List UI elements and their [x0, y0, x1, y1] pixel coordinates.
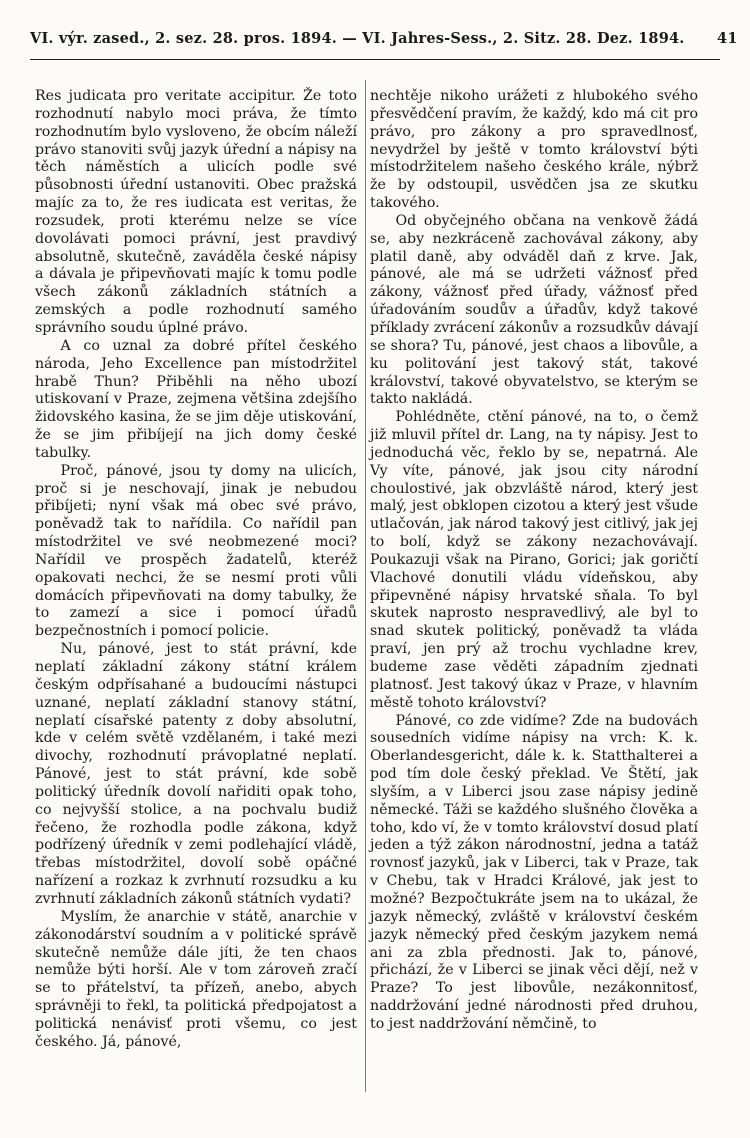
paragraph: Nu, pánové, jest to stát právní, kde neplatí základní zákony státní králem českým odpřísahané a budoucími nástupci uznané, neplatí základní stanovy státní, neplatí císařské patenty z doby absolutní, kde v celém světě vzdělaném, i také mezi divochy, rozhodnutí právoplatné neplatí. Pánové, jest to stát právní, kde sobě politický úředník dovolí nařiditi opak toho, co nejvyšší stolice, a na pochvalu budiž řečeno, že rozhodla podle zákona, když podřízený úředník v zemi podlehající vládě, třebas místodržitel, dovolí sobě opáčné nařízení a rozkaz k zvrhnutí rozsudku a ku zvrhnutí základních zákonů státních vydati?	[35, 641, 357, 907]
column-separator	[365, 80, 366, 1092]
header-rule	[30, 59, 720, 60]
page-number: 41	[717, 30, 738, 47]
paragraph: Myslím, že anarchie v státě, anarchie v zákonodárství soudním a v politické správě skutečně nemůže dále jíti, že ten chaos nemůže býti horší. Ale v tom zároveň zračí se to přátelství, ta přízeň, anebo, abych správněji to řekl, ta politická předpojatost a politická nenávisť proti všemu, co jest českého. Já, pánové,	[35, 908, 357, 1050]
paragraph: Res judicata pro veritate accipitur. Že toto rozhodnutí nabylo moci práva, že tímto rozhodnutím bylo vysloveno, že obcím náleží právo stanoviti svůj jazyk úřední a nápisy na těch náměstích a ulicích podle své působnosti úřední ustanoviti. Obec pražská majíc za to, že res iudicata est veritas, že rozsudek, proti kterému nelze se více dovolávati pomoci právní, jest pravdivý absolutně, skutečně, zaváděla české nápisy a dávala je připevňovati majíc k tomu podle všech zákonů základních státních a zemských a podle rozhodnutí samého správního soudu úplné právo.	[35, 88, 357, 336]
right-column	[370, 88, 698, 1034]
paragraph: nechtěje nikoho urážeti z hlubokého svého přesvědčení pravím, že každý, kdo má cit pro právo, pro zákony a pro spravedlnosť, nevydržel by ještě v tomto království býti místodržitelem našeho českého krále, nýbrž že by odstoupil, usvědčen jsa ze skutku takového.	[370, 88, 698, 212]
paragraph: Pohlédněte, ctění pánové, na to, o čemž již mluvil přítel dr. Lang, na ty nápisy. Jest to jednoduchá věc, řeklo by se, nepatrná. Ale Vy víte, pánové, jak jsou city národní choulostivé, jak obzvláště národ, který jest malý, jest obklopen cizotou a který jest všude utlačován, jak národ takový jest citlivý, jak jej to bolí, když se zákony nezachovávají. Poukazuji však na Pirano, Gorici; jak goričtí Vlachové donutili vládu vídeňskou, aby připevněné nápisy hrvatské sňala. To byl skutek naprosto nespravedlivý, ale byl to snad skutek politický, poněvadž ta vláda praví, jen prý až trochu vychladne krev, budeme zase věděti západním zjednati platnosť. Jest takový úkaz v Praze, v hlavním městě tohoto království?	[370, 409, 698, 711]
page-header	[30, 30, 738, 54]
paragraph: Od obyčejného občana na venkově žádá se, aby nezkráceně zachovával zákony, aby platil daně, aby odváděl daň z krve. Jak, pánové, ale má se udržeti vážnosť před zákony, vážnosť před úřady, vážnosť před úřadováním soudův a úřadův, když takové příklady zvrácení zákonův a rozsudkův dávají se shora? Tu, pánové, jest chaos a libovůle, a ku politování jest takový stát, takové království, takové obyvatelstvo, se kterým se takto nakládá.	[370, 212, 698, 408]
header-text: VI. výr. zased., 2. sez. 28. pros. 1894. — VI. Jahres-Sess., 2. Sitz. 28. Dez. 1894.	[30, 30, 685, 47]
paragraph: Pánové, co zde vidíme? Zde na budovách sousedních vidíme nápisy na vrch: K. k. Oberlandesgericht, dále k. k. Statthalterei a pod tím dole český překlad. Ve Štětí, jak slyším, a v Liberci jsou zase nápisy jedině německé. Táži se každého slušného člověka a toho, kdo ví, že v tomto království dosud platí jeden a týž zákon národnostní, jedna a tatáž rovnosť jazyků, jak v Liberci, tak v Praze, tak v Chebu, tak v Hradci Králové, jak jest to možné? Bezpočtukráte jsem na to ukázal, že jazyk německý, zvláště v království českém jazyk německý před českým jazykem nemá ani za zbla přednosti. Jak to, pánové, přichází, že v Liberci se jinak věci dějí, než v Praze? To jest libovůle, nezákonnitosť, naddržování jedné národnosti před druhou, to jest naddržování němčině, to	[370, 712, 698, 1032]
paragraph: Proč, pánové, jsou ty domy na ulicích, proč si je neschovají, jinak je nebudou přibíjeti; nyní však má obec své právo, poněvadž tak to nařídila. Co nařídil pan místodržitel ve své neobmezené moci? Nařídil ve prospěch žadatelů, kteréž opakovati nechci, že se nesmí proti vůli domácích připevňovati na domy tabulky, že to zamezí a sice i pomocí úřadů bezpečnostních i pomocí policie.	[35, 462, 357, 640]
left-column	[35, 88, 357, 1052]
paragraph: A co uznal za dobré přítel českého národa, Jeho Excellence pan místodržitel hrabě Thun? Přiběhli na něho ubozí utiskovaní v Praze, zejmena většina zdejšího židovského kasina, že se jim děje utiskování, že se jim přibíjejí na jich domy české tabulky.	[35, 337, 357, 461]
